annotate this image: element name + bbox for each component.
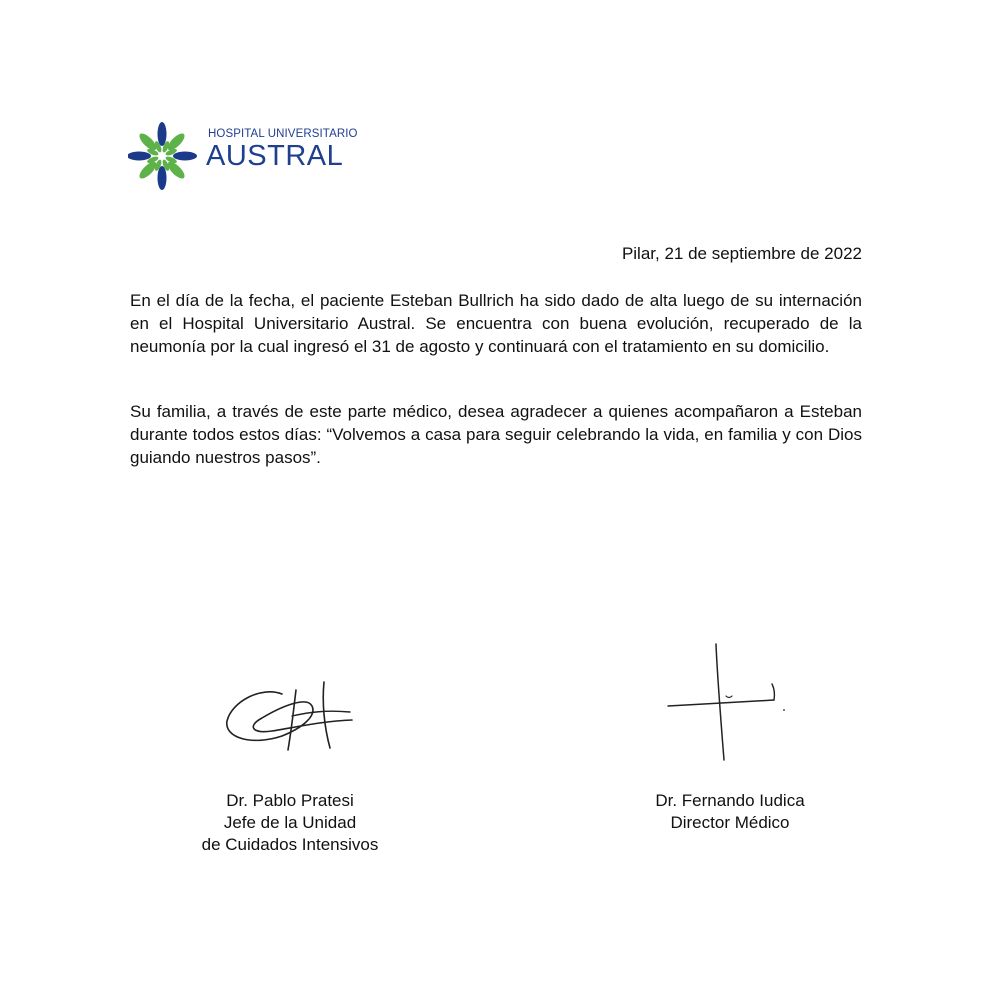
signer-block-pratesi xyxy=(170,790,410,856)
logo-subtitle: HOSPITAL UNIVERSITARIO xyxy=(208,128,358,140)
signer-title: Director Médico xyxy=(670,813,790,832)
signature-iudica xyxy=(664,640,794,764)
signer-title: Jefe de la Unidad xyxy=(223,813,357,832)
austral-flower-logo-icon xyxy=(128,120,200,192)
signer-title: de Cuidados Intensivos xyxy=(201,835,379,854)
signer-block-iudica xyxy=(610,790,850,834)
signer-name: Dr. Fernando Iudica xyxy=(655,791,805,810)
letter-paragraph: Su familia, a través de este parte médico, desea agradecer a quienes acompañaron a Esteban durante todos estos días: “Volvemos a casa para seguir celebrando la vida, en familia y con Dios guiando nuestros pasos”. xyxy=(130,402,862,467)
hospital-logo xyxy=(128,120,368,196)
letter-paragraph: En el día de la fecha, el paciente Esteban Bullrich ha sido dado de alta luego de su internación en el Hospital Universitario Austral. Se encuentra con buena evolución, recuperado de la neumonía por la cual ingresó el 31 de agosto y continuará con el tratamiento en su domicilio. xyxy=(130,291,862,356)
signature-pratesi xyxy=(222,676,362,756)
letter-date: Pilar, 21 de septiembre de 2022 xyxy=(621,244,862,263)
signer-name: Dr. Pablo Pratesi xyxy=(226,791,354,810)
logo-title: AUSTRAL xyxy=(206,140,344,172)
